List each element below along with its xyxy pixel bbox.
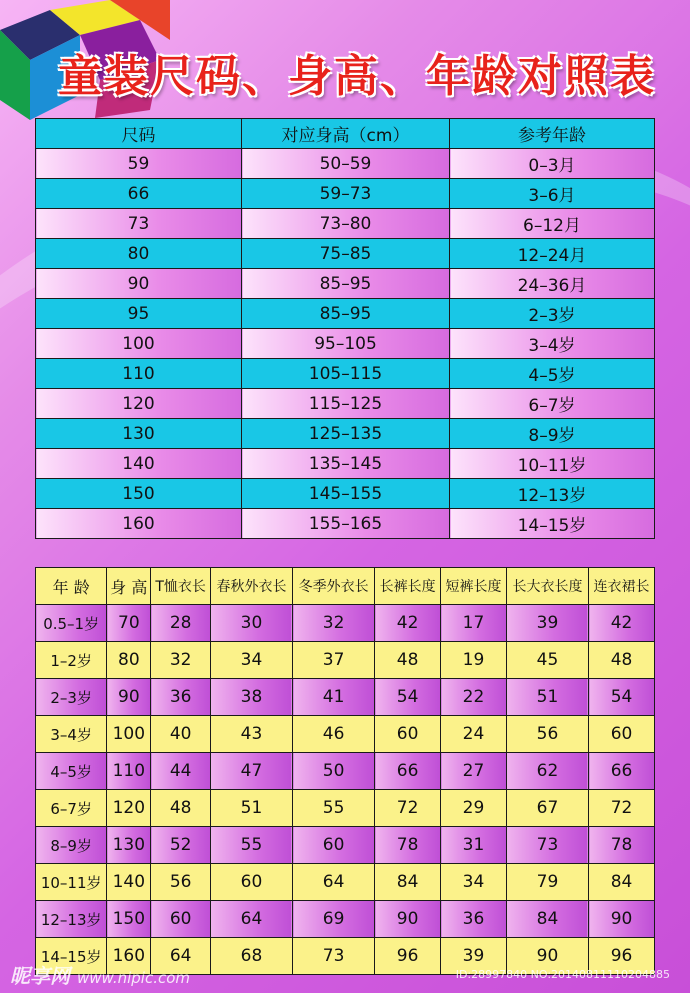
age-cell: 0.5–1岁	[36, 605, 107, 642]
table-row	[36, 299, 655, 329]
size-cell: 73	[36, 209, 242, 239]
age-cell: 12–13岁	[36, 901, 107, 938]
age-cell: 3–4岁	[36, 716, 107, 753]
size-cell: 80	[36, 239, 242, 269]
measure-cell: 84	[375, 864, 441, 901]
header-height: 对应身高（cm）	[242, 119, 450, 149]
measure-cell: 90	[506, 938, 588, 975]
measure-header-2: T恤衣长	[151, 568, 211, 605]
table-row	[36, 790, 655, 827]
age-cell: 6–7岁	[36, 790, 107, 827]
measure-cell: 54	[375, 679, 441, 716]
size-cell: 66	[36, 179, 242, 209]
measure-cell: 72	[375, 790, 441, 827]
age-cell: 3–4岁	[450, 329, 655, 359]
age-cell: 8–9岁	[36, 827, 107, 864]
table-row	[36, 419, 655, 449]
measure-cell: 42	[375, 605, 441, 642]
measure-cell: 56	[151, 864, 211, 901]
age-cell: 12–24月	[450, 239, 655, 269]
measure-cell: 96	[375, 938, 441, 975]
measure-cell: 31	[441, 827, 507, 864]
photo-id: ID:28997840 NO:20140811110204885	[455, 968, 670, 981]
table-row	[36, 716, 655, 753]
measure-cell: 64	[293, 864, 375, 901]
measure-cell: 60	[589, 716, 655, 753]
measure-cell: 73	[506, 827, 588, 864]
size-cell: 95	[36, 299, 242, 329]
table-row	[36, 239, 655, 269]
measure-cell: 40	[151, 716, 211, 753]
measure-cell: 37	[293, 642, 375, 679]
age-cell: 0–3月	[450, 149, 655, 179]
age-cell: 14–15岁	[450, 509, 655, 539]
age-cell: 3–6月	[450, 179, 655, 209]
measure-cell: 60	[210, 864, 292, 901]
measure-header-5: 长裤长度	[375, 568, 441, 605]
measure-cell: 36	[441, 901, 507, 938]
size-cell: 150	[36, 479, 242, 509]
measure-cell: 60	[151, 901, 211, 938]
table-row	[36, 329, 655, 359]
measure-cell: 62	[506, 753, 588, 790]
measure-cell: 60	[293, 827, 375, 864]
height-cell: 85–95	[242, 299, 450, 329]
table-row	[36, 209, 655, 239]
measure-cell: 42	[589, 605, 655, 642]
measure-cell: 90	[589, 901, 655, 938]
measure-cell: 34	[210, 642, 292, 679]
size-table	[35, 118, 655, 539]
table-row	[36, 359, 655, 389]
measure-cell: 29	[441, 790, 507, 827]
measure-cell: 160	[107, 938, 151, 975]
size-cell: 110	[36, 359, 242, 389]
measure-cell: 140	[107, 864, 151, 901]
height-cell: 155–165	[242, 509, 450, 539]
age-cell: 6–12月	[450, 209, 655, 239]
measure-cell: 120	[107, 790, 151, 827]
watermark	[10, 960, 190, 989]
measure-cell: 39	[506, 605, 588, 642]
age-cell: 6–7岁	[450, 389, 655, 419]
measure-cell: 44	[151, 753, 211, 790]
measure-cell: 30	[210, 605, 292, 642]
measure-cell: 56	[506, 716, 588, 753]
size-cell: 100	[36, 329, 242, 359]
measure-cell: 32	[151, 642, 211, 679]
measure-header-0: 年 龄	[36, 568, 107, 605]
height-cell: 75–85	[242, 239, 450, 269]
height-cell: 50–59	[242, 149, 450, 179]
table-row	[36, 449, 655, 479]
size-cell: 90	[36, 269, 242, 299]
measure-cell: 45	[506, 642, 588, 679]
measure-cell: 50	[293, 753, 375, 790]
table-row	[36, 389, 655, 419]
measure-cell: 90	[375, 901, 441, 938]
height-cell: 73–80	[242, 209, 450, 239]
table-row	[36, 827, 655, 864]
header-age: 参考年龄	[450, 119, 655, 149]
table-row	[36, 149, 655, 179]
size-table-header	[36, 119, 655, 149]
age-cell: 4–5岁	[36, 753, 107, 790]
height-cell: 95–105	[242, 329, 450, 359]
measure-cell: 55	[293, 790, 375, 827]
size-cell: 130	[36, 419, 242, 449]
measure-cell: 70	[107, 605, 151, 642]
measure-cell: 72	[589, 790, 655, 827]
measure-cell: 27	[441, 753, 507, 790]
watermark-url: www.nipic.com	[76, 969, 190, 987]
measure-cell: 110	[107, 753, 151, 790]
table-row	[36, 679, 655, 716]
measure-cell: 36	[151, 679, 211, 716]
measure-cell: 52	[151, 827, 211, 864]
page-title: 童装尺码、身高、年龄对照表	[58, 51, 656, 102]
measure-cell: 39	[441, 938, 507, 975]
measure-cell: 48	[151, 790, 211, 827]
age-cell: 24–36月	[450, 269, 655, 299]
height-cell: 135–145	[242, 449, 450, 479]
height-cell: 115–125	[242, 389, 450, 419]
measure-cell: 84	[589, 864, 655, 901]
measure-cell: 41	[293, 679, 375, 716]
size-cell: 160	[36, 509, 242, 539]
measure-cell: 51	[506, 679, 588, 716]
measure-cell: 47	[210, 753, 292, 790]
age-cell: 2–3岁	[36, 679, 107, 716]
height-cell: 105–115	[242, 359, 450, 389]
measure-cell: 55	[210, 827, 292, 864]
measure-cell: 130	[107, 827, 151, 864]
measure-header-8: 连衣裙长	[589, 568, 655, 605]
measure-cell: 19	[441, 642, 507, 679]
height-cell: 85–95	[242, 269, 450, 299]
age-cell: 14–15岁	[36, 938, 107, 975]
measure-cell: 73	[293, 938, 375, 975]
measure-cell: 32	[293, 605, 375, 642]
size-cell: 140	[36, 449, 242, 479]
measure-cell: 43	[210, 716, 292, 753]
measure-table-header	[36, 568, 655, 605]
age-cell: 12–13岁	[450, 479, 655, 509]
measure-cell: 24	[441, 716, 507, 753]
age-cell: 4–5岁	[450, 359, 655, 389]
measure-cell: 64	[210, 901, 292, 938]
age-cell: 1–2岁	[36, 642, 107, 679]
measure-header-3: 春秋外衣长	[210, 568, 292, 605]
measure-cell: 79	[506, 864, 588, 901]
measure-cell: 66	[589, 753, 655, 790]
measure-cell: 66	[375, 753, 441, 790]
size-cell: 59	[36, 149, 242, 179]
size-cell: 120	[36, 389, 242, 419]
table-row	[36, 509, 655, 539]
measure-table	[35, 567, 655, 975]
measure-header-1: 身 高	[107, 568, 151, 605]
table-row	[36, 901, 655, 938]
age-cell: 10–11岁	[36, 864, 107, 901]
measure-cell: 48	[375, 642, 441, 679]
watermark-brand: 昵享网	[10, 964, 70, 988]
measure-cell: 60	[375, 716, 441, 753]
measure-cell: 67	[506, 790, 588, 827]
measure-cell: 64	[151, 938, 211, 975]
height-cell: 145–155	[242, 479, 450, 509]
height-cell: 59–73	[242, 179, 450, 209]
measure-cell: 51	[210, 790, 292, 827]
table-row	[36, 864, 655, 901]
header-size: 尺码	[36, 119, 242, 149]
age-cell: 10–11岁	[450, 449, 655, 479]
measure-cell: 90	[107, 679, 151, 716]
measure-cell: 68	[210, 938, 292, 975]
measure-cell: 96	[589, 938, 655, 975]
age-cell: 2–3岁	[450, 299, 655, 329]
measure-cell: 84	[506, 901, 588, 938]
measure-cell: 28	[151, 605, 211, 642]
table-row	[36, 269, 655, 299]
table-row	[36, 605, 655, 642]
measure-cell: 150	[107, 901, 151, 938]
height-cell: 125–135	[242, 419, 450, 449]
measure-cell: 100	[107, 716, 151, 753]
measure-cell: 78	[375, 827, 441, 864]
measure-header-6: 短裤长度	[441, 568, 507, 605]
measure-cell: 34	[441, 864, 507, 901]
measure-cell: 80	[107, 642, 151, 679]
measure-cell: 78	[589, 827, 655, 864]
table-row	[36, 642, 655, 679]
measure-header-4: 冬季外衣长	[293, 568, 375, 605]
age-cell: 8–9岁	[450, 419, 655, 449]
measure-cell: 46	[293, 716, 375, 753]
measure-cell: 17	[441, 605, 507, 642]
table-row	[36, 179, 655, 209]
table-row	[36, 753, 655, 790]
measure-cell: 69	[293, 901, 375, 938]
measure-cell: 22	[441, 679, 507, 716]
table-row	[36, 479, 655, 509]
measure-cell: 38	[210, 679, 292, 716]
measure-cell: 48	[589, 642, 655, 679]
measure-cell: 54	[589, 679, 655, 716]
measure-header-7: 长大衣长度	[506, 568, 588, 605]
